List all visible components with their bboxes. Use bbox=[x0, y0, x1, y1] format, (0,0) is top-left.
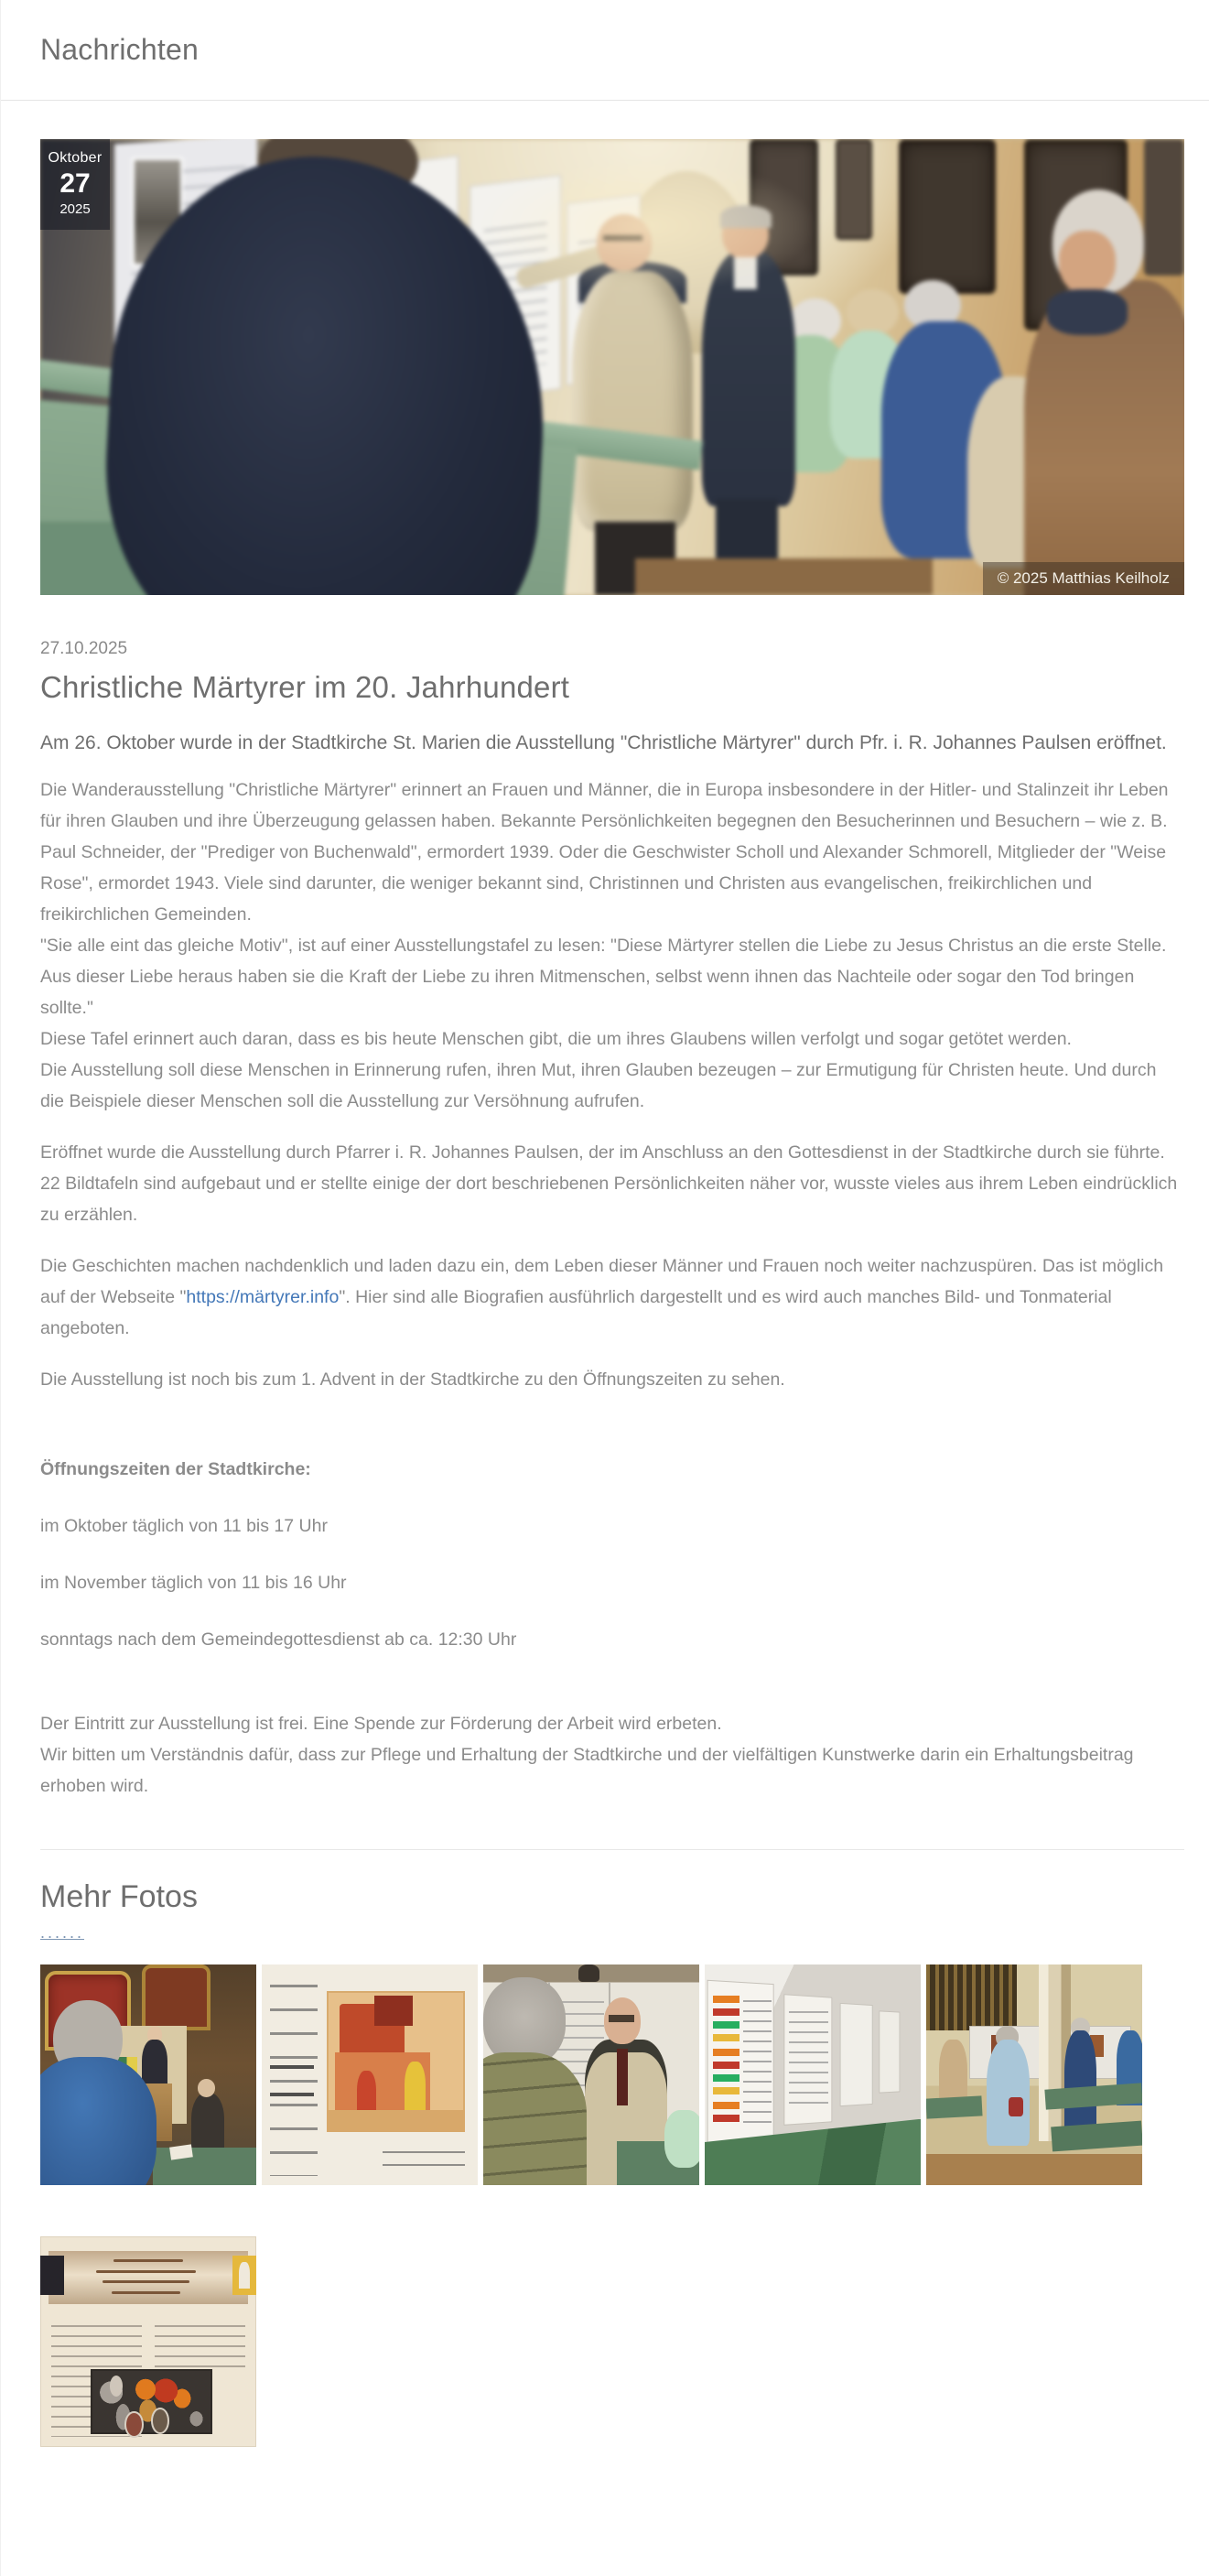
paragraph-group-1 bbox=[40, 774, 1184, 1117]
page bbox=[1, 0, 1209, 2447]
hero-photo-art bbox=[40, 139, 1184, 595]
paragraph: "Sie alle eint das gleiche Motiv", ist auf einer Ausstellungstafel zu lesen: "Diese Märtyrer stellen die Liebe zu Jesus Christus an die erste Stelle. Aus dieser Liebe heraus haben sie die Kraft der Liebe zu ihren Mitmenschen, selbst wenn ihnen das Nachteile oder sogar den Tod bringen sollte." bbox=[40, 936, 1167, 1018]
paragraph: Die Ausstellung ist noch bis zum 1. Advent in der Stadtkirche zu den Öffnungszeiten zu sehen. bbox=[40, 1369, 785, 1390]
photo-credit: © 2025 Matthias Keilholz bbox=[983, 562, 1184, 595]
paragraph: Diese Tafel erinnert auch daran, dass es bis heute Menschen gibt, die um ihres Glaubens willen verfolgt und sogar getötet werden. bbox=[40, 1029, 1072, 1049]
gallery-photo-panel-art[interactable] bbox=[262, 1964, 478, 2185]
paragraph-text: Die Geschichten machen nachdenklich und laden dazu ein, dem Leben dieser Männer und Frauen noch weiter nachzuspüren. Das ist möglich auf der Webseite " bbox=[40, 1256, 1164, 1307]
gallery-photo-service[interactable] bbox=[40, 1964, 256, 2185]
gallery-photo-visitors[interactable] bbox=[926, 1964, 1142, 2185]
paragraph: Die Ausstellung soll diese Menschen in Erinnerung rufen, ihren Mut, ihren Glauben bezeugen – zur Ermutigung für Christen heute. Und durch die Beispiele dieser Menschen soll die Ausstellung zur Versöhnung aufrufen. bbox=[40, 1060, 1157, 1111]
opening-hours bbox=[40, 1454, 1184, 1655]
opening-hours-heading: Öffnungszeiten der Stadtkirche: bbox=[40, 1459, 311, 1479]
photo-gallery-row-2 bbox=[40, 2236, 1184, 2447]
gallery-photo-map-panel[interactable] bbox=[40, 2236, 256, 2447]
article-title: Christliche Märtyrer im 20. Jahrhundert bbox=[40, 670, 570, 704]
opening-hours-item: im November täglich von 11 bis 16 Uhr bbox=[40, 1573, 347, 1593]
admission-note: Der Eintritt zur Ausstellung ist frei. Eine Spende zur Förderung der Arbeit wird erbeten. bbox=[40, 1714, 722, 1734]
article-body bbox=[40, 774, 1184, 1802]
hero-photo bbox=[40, 139, 1184, 595]
article-date: 27.10.2025 bbox=[40, 639, 128, 658]
more-photos-heading: Mehr Fotos bbox=[40, 1879, 198, 1914]
opening-hours-item: im Oktober täglich von 11 bis 17 Uhr bbox=[40, 1516, 328, 1536]
gallery-photo-conversation[interactable] bbox=[483, 1964, 699, 2185]
article-page bbox=[40, 139, 1184, 2447]
admission-note: Wir bitten um Verständnis dafür, dass zur Pflege und Erhaltung der Stadtkirche und der vielfältigen Kunstwerke darin ein Erhaltungsbeitrag erhoben wird. bbox=[40, 1745, 1134, 1796]
date-badge-day: 27 bbox=[59, 168, 91, 199]
date-badge bbox=[40, 139, 110, 230]
site-header bbox=[1, 0, 1209, 101]
article-intro: Am 26. Oktober wurde in der Stadtkirche St. Marien die Ausstellung "Christliche Märtyrer" durch Pfr. i. R. Johannes Paulsen eröffnet. bbox=[40, 732, 1167, 753]
paragraph: Eröffnet wurde die Ausstellung durch Pfarrer i. R. Johannes Paulsen, der im Anschluss an den Gottesdienst in der Stadtkirche durch sie führte. 22 Bildtafeln sind aufgebaut und er stellte einige der dort beschriebenen Persönlichkeiten näher vor, wusste vieles aus ihrem Leben eindrücklich zu erzählen. bbox=[40, 1142, 1178, 1225]
opening-hours-item: sonntags nach dem Gemeindegottesdienst ab ca. 12:30 Uhr bbox=[40, 1629, 517, 1650]
admission-notes bbox=[40, 1708, 1184, 1802]
paragraph-text: ". Hier sind alle Biografien ausführlich dargestellt und es wird auch manches Bild- und Tonmaterial angeboten. bbox=[40, 1287, 1112, 1338]
website-link[interactable]: https://märtyrer.info bbox=[186, 1287, 340, 1307]
article bbox=[40, 639, 1184, 1802]
more-photos-link[interactable]: ...... bbox=[40, 1923, 85, 1942]
gallery-photo-panel-row[interactable] bbox=[705, 1964, 921, 2185]
photo-gallery bbox=[40, 1964, 1184, 2185]
date-badge-year: 2025 bbox=[59, 200, 91, 217]
date-badge-month: Oktober bbox=[48, 150, 103, 166]
paragraph-with-link bbox=[40, 1250, 1184, 1344]
more-photos-section bbox=[40, 1879, 1184, 2447]
page-title: Nachrichten bbox=[40, 33, 199, 66]
paragraph: Die Wanderausstellung "Christliche Märtyrer" erinnert an Frauen und Männer, die in Europa insbesondere in der Hitler- und Stalinzeit ihr Leben für ihren Glauben und ihre Überzeugung gelassen haben. Bekannte Persönlichkeiten begegnen den Besucherinnen und Besuchern – wie z. B. Paul Schneider, der "Prediger von Buchenwald", ermordert 1939. Oder die Geschwister Scholl und Alexander Schmorell, Mitglieder der "Weise Rose", ermordet 1943. Viele sind darunter, die weniger bekannt sind, Christinnen und Christen aus evangelischen, freikirchlichen und freikirchlichen Gemeinden. bbox=[40, 780, 1169, 925]
section-divider bbox=[40, 1849, 1184, 1850]
